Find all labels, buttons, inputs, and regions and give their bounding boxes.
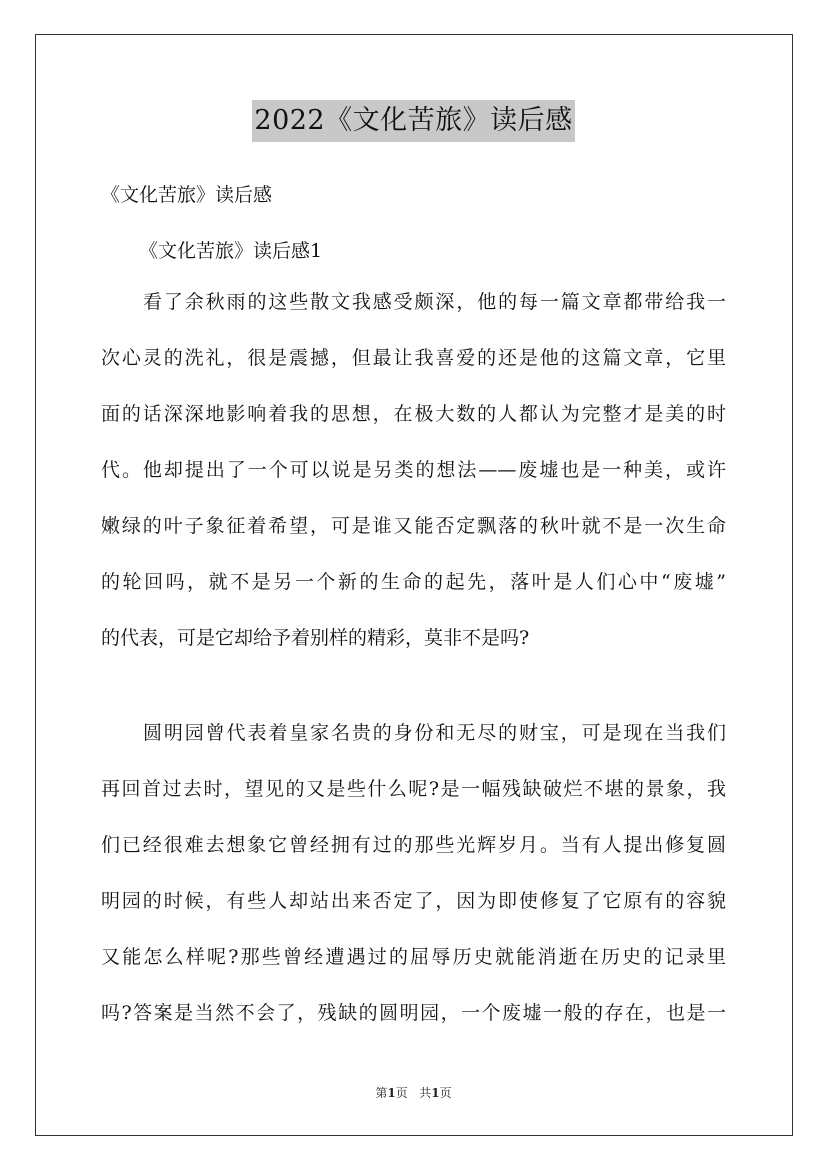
- total-pages: 1: [431, 1086, 440, 1100]
- paragraph-line: 嫩绿的叶子象征着希望，可是谁又能否定飘落的秋叶就不是一次生命: [101, 515, 726, 537]
- document-title-text: 2022《文化苦旅》读后感: [252, 100, 574, 142]
- paragraph-line: 明园的时候，有些人却站出来否定了，因为即使修复了它原有的容貌: [101, 890, 726, 912]
- page-prefix: 第: [375, 1086, 388, 1100]
- paragraph-line: 又能怎么样呢?那些曾经遭遇过的屈辱历史就能消逝在历史的记录里: [101, 946, 726, 968]
- paragraph-line: 代。他却提出了一个可以说是另类的想法——废墟也是一种美，或许: [101, 459, 726, 481]
- page-suffix: 页: [395, 1086, 408, 1100]
- document-subtitle: 《文化苦旅》读后感: [101, 184, 273, 206]
- paragraph-1: [101, 290, 726, 682]
- paragraph-line: 面的话深深地影响着我的思想，在极大数的人都认为完整才是美的时: [101, 403, 726, 425]
- paragraph-line: 次心灵的洗礼，很是震撼，但最让我喜爱的还是他的这篇文章，它里: [101, 347, 726, 369]
- section-title: 《文化苦旅》读后感1: [139, 240, 323, 262]
- page-number: 1: [387, 1086, 396, 1100]
- total-suffix: 页: [439, 1086, 452, 1100]
- paragraph-line: 的代表，可是它却给予着别样的精彩，莫非不是吗?: [101, 627, 530, 649]
- paragraph-line: 再回首过去时，望见的又是些什么呢?是一幅残缺破烂不堪的景象，我: [101, 778, 726, 800]
- paragraph-line: 圆明园曾代表着皇家名贵的身份和无尽的财宝，可是现在当我们: [143, 722, 726, 744]
- total-prefix: 共: [419, 1086, 432, 1100]
- document-title: [0, 100, 827, 142]
- page-footer: [0, 1084, 827, 1101]
- paragraph-line: 看了余秋雨的这些散文我感受颇深，他的每一篇文章都带给我一: [143, 291, 726, 313]
- paragraph-line: 的轮回吗，就不是另一个新的生命的起先，落叶是人们心中“废墟”: [101, 571, 726, 593]
- paragraph-line: 们已经很难去想象它曾经拥有过的那些光辉岁月。当有人提出修复圆: [101, 834, 726, 856]
- paragraph-line: 吗?答案是当然不会了，残缺的圆明园，一个废墟一般的存在，也是一: [101, 1002, 726, 1024]
- paragraph-2: [101, 721, 726, 1057]
